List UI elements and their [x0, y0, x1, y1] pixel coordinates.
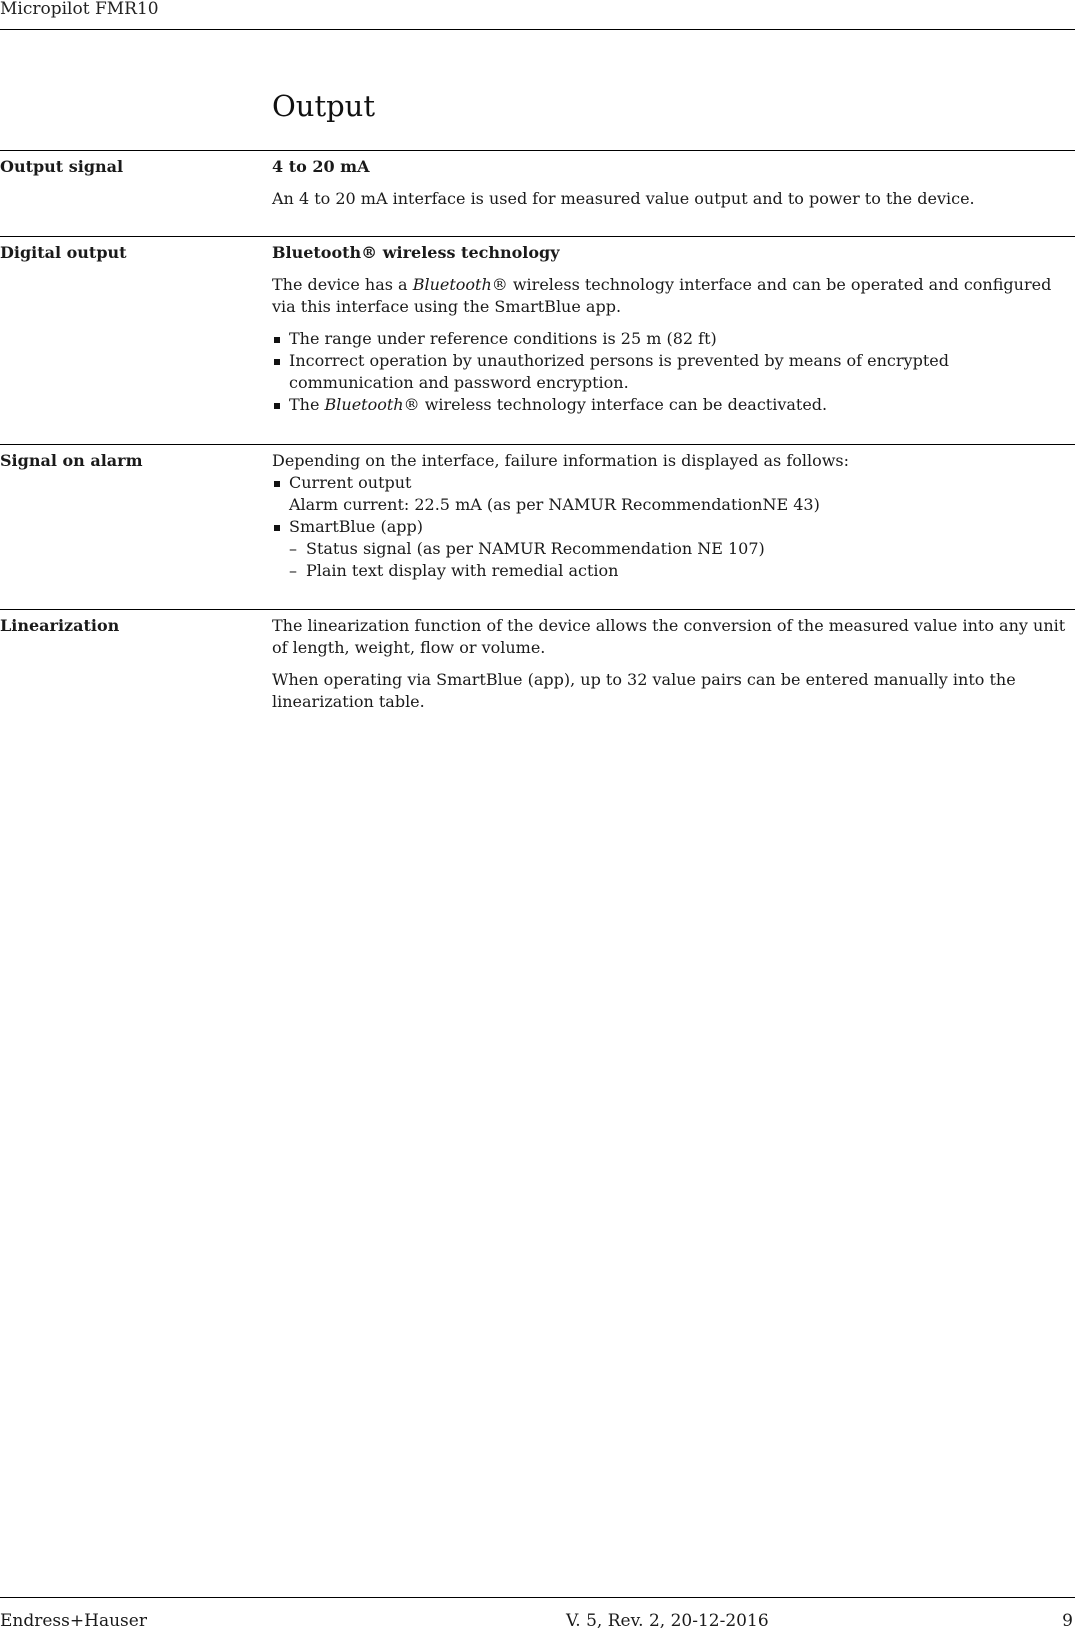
sub-list-item: – Status signal (as per NAMUR Recommendation NE 107) [289, 538, 1072, 560]
row-text [272, 274, 1072, 318]
row-content [272, 156, 1072, 220]
list-item [272, 472, 1072, 516]
list-item [272, 394, 1072, 416]
bullet-list [272, 472, 1072, 582]
bullet-list [272, 328, 1072, 416]
page-number: 9 [1062, 1611, 1073, 1631]
row-label: Output signal [0, 157, 124, 176]
text-emphasis: Bluetooth [412, 275, 492, 294]
row-label: Signal on alarm [0, 451, 143, 470]
row-content [272, 242, 1072, 416]
list-item [272, 516, 1072, 582]
list-item-title: Current output [289, 473, 412, 492]
row-text: When operating via SmartBlue (app), up to 32 value pairs can be entered manually into the linearization table. [272, 670, 1016, 711]
list-item: The range under reference conditions is 25 m (82 ft) [272, 328, 1072, 350]
document-title: Micropilot FMR10 [0, 0, 159, 19]
section-heading: Output [272, 89, 376, 123]
spec-row-output-signal [0, 150, 1075, 236]
list-item-detail: Alarm current: 22.5 mA (as per NAMUR RecommendationNE 43) [289, 495, 820, 514]
list-item-title: SmartBlue (app) [289, 517, 423, 536]
footer-company: Endress+Hauser [0, 1611, 147, 1631]
text-fragment: ® wireless technology interface and can be operated and configured via this interface using the SmartBlue app. [272, 275, 1052, 316]
spec-row-linearization [0, 609, 1075, 730]
row-subhead: 4 to 20 mA [272, 157, 370, 176]
text-emphasis: Bluetooth [324, 395, 404, 414]
text-fragment: The [289, 395, 325, 414]
text-fragment: The device has a [272, 275, 413, 294]
row-text: Depending on the interface, failure information is displayed as follows: [272, 451, 850, 470]
row-label: Linearization [0, 616, 120, 635]
row-label: Digital output [0, 243, 127, 262]
sub-list-item: – Plain text display with remedial action [289, 560, 1072, 582]
footer-version: V. 5, Rev. 2, 20-12-2016 [566, 1611, 769, 1631]
text-fragment: ® wireless technology interface can be deactivated. [403, 395, 828, 414]
dash-list [289, 538, 1072, 582]
row-subhead: Bluetooth® wireless technology [272, 243, 560, 262]
row-content [272, 450, 1072, 582]
spec-row-signal-on-alarm [0, 444, 1075, 609]
row-text: An 4 to 20 mA interface is used for measured value output and to power to the device. [272, 189, 975, 208]
page-footer [0, 1597, 1075, 1631]
row-content [272, 615, 1072, 723]
row-text: The linearization function of the device allows the conversion of the measured value into any unit of length, weight, flow or volume. [272, 616, 1066, 657]
list-item: Incorrect operation by unauthorized persons is prevented by means of encrypted communication and password encryption. [272, 350, 1072, 394]
page-header [0, 0, 1075, 30]
spec-row-digital-output [0, 236, 1075, 444]
